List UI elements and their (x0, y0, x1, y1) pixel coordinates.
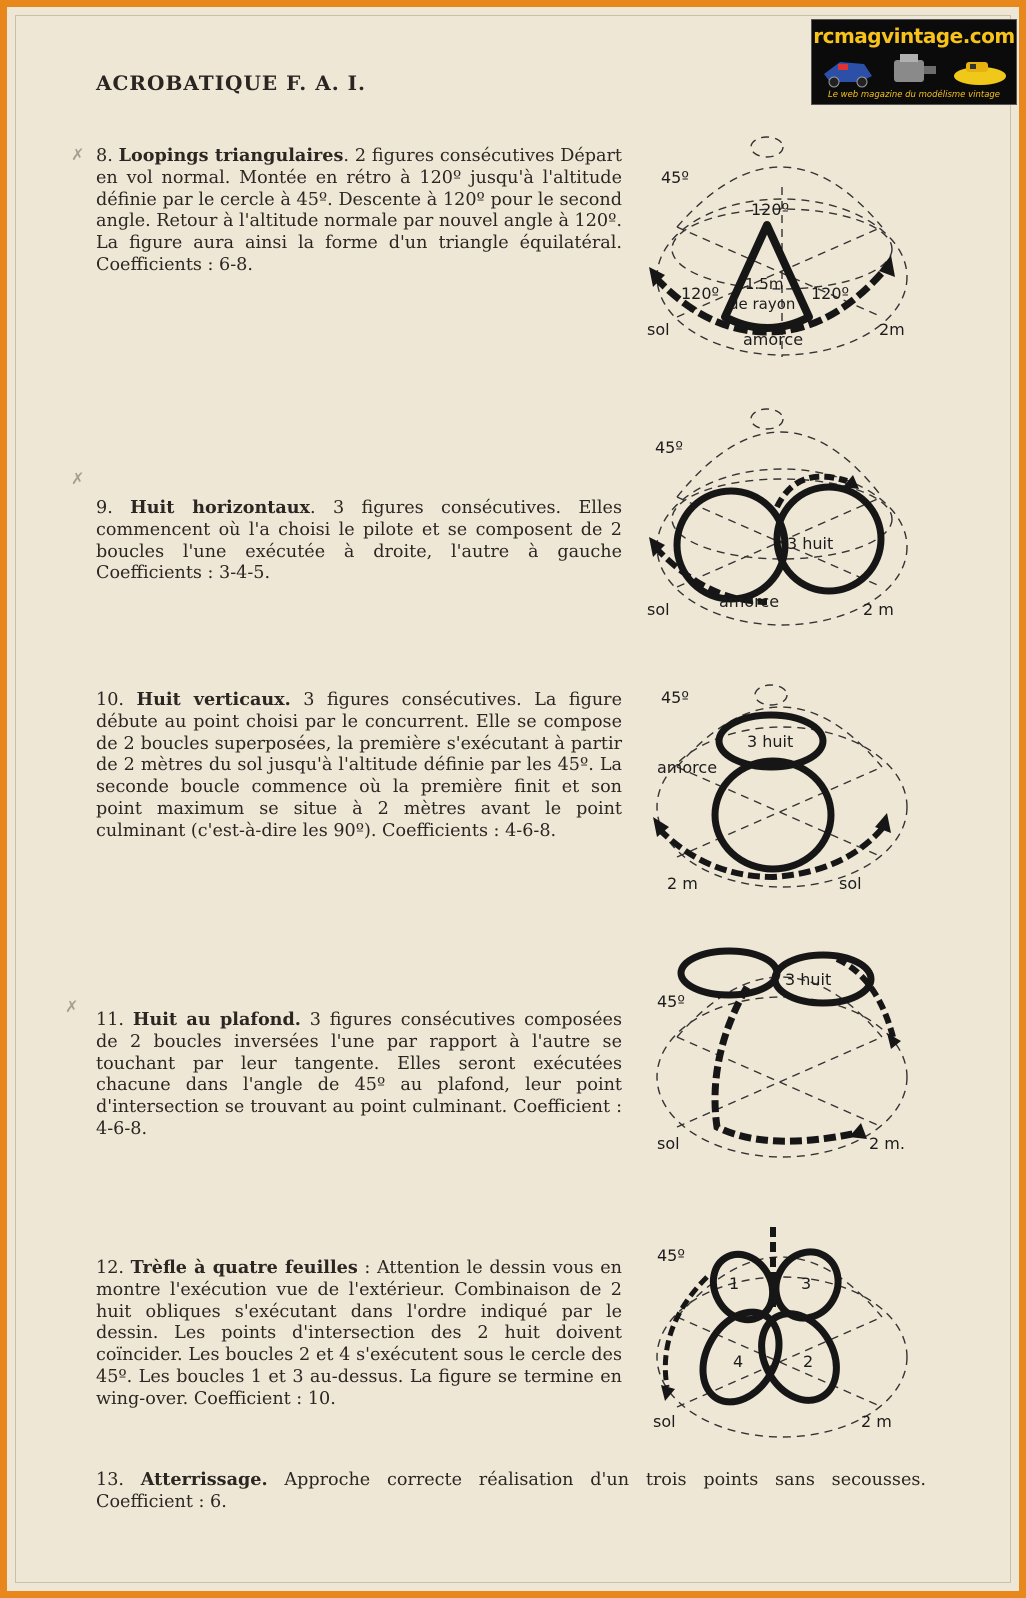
figure-label: 45º (661, 168, 689, 187)
logo-subtitle: Le web magazine du modélisme vintage (827, 90, 1001, 100)
section-title: Huit verticaux. (136, 689, 291, 710)
section-body: . 2 figures consécutives Départ en vol normal. Montée en rétro à 120º jusqu'à l'altitude définie par le cercle à 45º. Descente à 120º pour le second angle. Retour à l'altitude normale par nouvel angle à 120º. La figure aura ainsi la forme d'un triangle équilatéral. Coefficients : 6-8. (96, 146, 622, 275)
section-title: Trèfle à quatre feuilles (130, 1257, 358, 1278)
figure-label: 120º (681, 284, 720, 303)
figure-triangular-loop (647, 127, 917, 367)
figure-label: sol (839, 874, 862, 893)
figure-label: 1.5m (745, 275, 784, 293)
figure-label: sol (653, 1412, 676, 1431)
logo-artwork-icon (820, 52, 1008, 88)
figure-label: 2m (879, 320, 905, 339)
section-number: 8. (96, 146, 113, 166)
section-12 (96, 1257, 622, 1411)
figure-ceiling-eight (647, 937, 917, 1177)
figure-label: 1 (729, 1274, 740, 1293)
figure-label: 4 (733, 1352, 744, 1371)
section-number: 12. (96, 1258, 124, 1278)
figure-label: 3 huit (787, 534, 834, 553)
figure-label: 45º (657, 1246, 685, 1265)
figure-label: 2 m. (869, 1134, 905, 1153)
figure-label: sol (647, 320, 670, 339)
section-number: 13. (96, 1470, 124, 1490)
figure-label: sol (657, 1134, 680, 1153)
figure-label: 45º (655, 438, 683, 457)
section-number: 9. (96, 498, 113, 518)
figure-label: 3 huit (747, 732, 794, 751)
figure-label: de rayon (729, 295, 796, 313)
pencil-mark-icon: ✗ (71, 145, 85, 164)
section-body: 3 figures consécutives. La figure débute au point choisi par le concurrent. Elle se compose de 2 boucles superposées, la première s'exécutant à partir de 2 mètres du sol jusqu'à l'altitude définie par les 45º. La seconde boucle commence où la première finit et son point maximum se situe à 2 mètres avant le point culminant (c'est-à-dire les 90º). Coefficients : 4-6-8. (96, 690, 623, 841)
figure-label: 45º (657, 992, 685, 1011)
section-body: 3 figures consécutives composées de 2 boucles inversées l'une par rapport à l'autre se touchant par leur tangente. Elles seront exécutées chacune dans l'angle de 45º au plafond, leur point d'intersection se trouvant au point culminant. Coefficient : 4-6-8. (96, 1010, 622, 1139)
figure-label: 120º (751, 200, 790, 219)
logo-title: rcmagvintage.com (813, 24, 1015, 48)
section-11 (96, 1009, 622, 1141)
figure-label: 3 (801, 1274, 812, 1293)
section-title: Loopings triangulaires (118, 145, 344, 166)
figure-label: 3 huit (785, 970, 832, 989)
figure-label: sol (647, 600, 670, 619)
section-title: Atterrissage. (140, 1469, 268, 1490)
site-logo[interactable] (811, 19, 1017, 105)
figure-label: 2 m (667, 874, 698, 893)
pencil-mark-icon: ✗ (71, 469, 85, 488)
section-title: Huit au plafond. (132, 1009, 301, 1030)
pencil-mark-icon: ✗ (65, 997, 79, 1016)
figure-label: amorce (657, 758, 718, 777)
section-13 (96, 1469, 926, 1514)
figure-label: 2 (803, 1352, 814, 1371)
figure-label: amorce (743, 330, 804, 349)
section-body: Approche correcte réalisation d'un trois points sans secousses. Coefficient : 6. (96, 1470, 926, 1512)
section-10 (96, 689, 622, 843)
section-number: 10. (96, 690, 124, 710)
section-body: . 3 figures consécutives. Elles commencent où l'a choisi le pilote et se composent de 2 boucles l'une exécutée à droite, l'autre à gauche Coefficients : 3-4-5. (96, 498, 622, 584)
figure-vertical-eight (647, 667, 917, 907)
figure-horizontal-eight (647, 397, 917, 637)
page-title: ACROBATIQUE F. A. I. (96, 71, 366, 95)
figure-label: amorce (719, 592, 780, 611)
section-8 (96, 145, 622, 277)
figure-label: 120º (811, 284, 850, 303)
section-9 (96, 497, 622, 585)
section-title: Huit horizontaux (130, 497, 311, 518)
figure-label: 2 m (863, 600, 894, 619)
figure-label: 45º (661, 688, 689, 707)
figure-label: 2 m (861, 1412, 892, 1431)
section-number: 11. (96, 1010, 124, 1030)
figure-four-leaf-clover (647, 1217, 917, 1457)
section-body: : Attention le dessin vous en montre l'exécution vue de l'extérieur. Combinaison de 2 huit obliques s'exécutant dans l'ordre indiqué par le dessin. Les points d'intersection des 2 huit doivent coïncider. Les boucles 2 et 4 s'exécutent sous le cercle des 45º. Les boucles 1 et 3 au-dessus. La figure se termine en wing-over. Coefficient : 10. (96, 1258, 623, 1409)
